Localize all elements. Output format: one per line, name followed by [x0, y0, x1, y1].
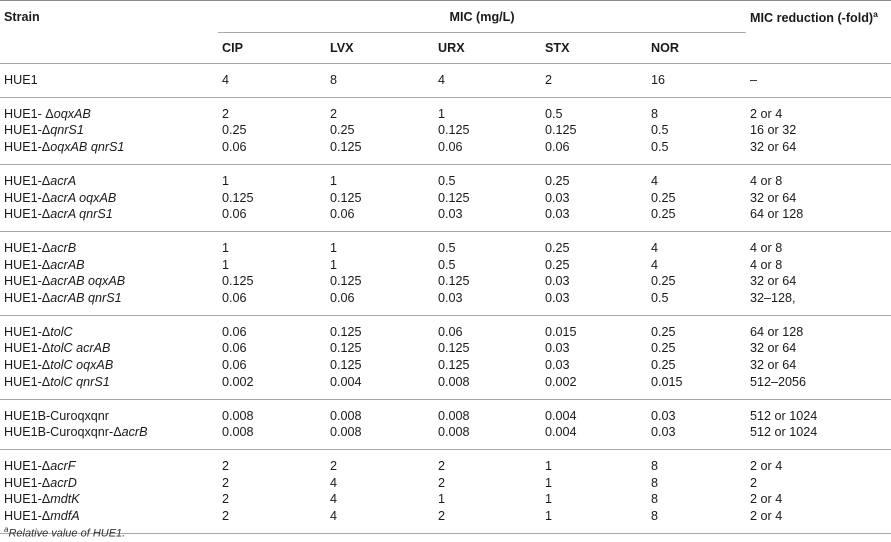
table-row: [0, 475, 891, 492]
mic-cell-lvx: 0.125: [330, 140, 362, 155]
mic-cell-lvx: 0.06: [330, 207, 355, 222]
reduction-cell: 32 or 64: [750, 190, 797, 205]
mic-cell-cip: 0.06: [222, 207, 247, 222]
table-row: [0, 374, 891, 391]
mic-cell-stx: 0.25: [545, 173, 570, 188]
reduction-cell: 64 or 128: [750, 207, 804, 222]
table-row: [0, 139, 891, 156]
strain-header: Strain: [4, 9, 40, 24]
mic-cell-urx: 0.125: [438, 190, 470, 205]
mic-cell-nor: 8: [651, 492, 659, 507]
table-row: [0, 257, 891, 274]
table-row: [0, 273, 891, 290]
mic-cell-urx: 0.008: [438, 425, 470, 440]
table-row: [0, 408, 891, 425]
mic-cell-urx: 0.5: [438, 257, 456, 272]
strain-cell: HUE1-ΔmdfA: [4, 509, 80, 524]
strain-cell: HUE1-ΔacrAB qnrS1: [4, 291, 122, 306]
strain-cell: HUE1-ΔacrA qnrS1: [4, 207, 113, 222]
mic-cell-cip: 0.008: [222, 425, 254, 440]
strain-cell: HUE1- ΔoqxAB: [4, 106, 91, 121]
reduction-cell: 32 or 64: [750, 140, 797, 155]
group-divider: [0, 533, 891, 534]
reduction-cell: 2 or 4: [750, 509, 783, 524]
mic-cell-urx: 0.125: [438, 123, 470, 138]
mic-cell-urx: 0.03: [438, 207, 463, 222]
mic-cell-urx: 4: [438, 73, 446, 87]
mic-cell-stx: 0.015: [545, 324, 577, 339]
reduction-cell: 4 or 8: [750, 173, 783, 188]
mic-cell-lvx: 0.008: [330, 408, 362, 423]
table-row: [0, 491, 891, 508]
strain-cell: HUE1-ΔacrA: [4, 173, 77, 188]
mic-cell-cip: 0.06: [222, 341, 247, 356]
reduction-cell: 512 or 1024: [750, 408, 818, 423]
mic-cell-lvx: 4: [330, 475, 338, 490]
strain-cell: HUE1-ΔacrF: [4, 458, 76, 473]
mic-cell-cip: 0.06: [222, 358, 247, 373]
table-row: [0, 173, 891, 190]
reduction-cell: 32 or 64: [750, 341, 797, 356]
mic-cell-nor: 8: [651, 458, 659, 473]
mic-cell-stx: 0.002: [545, 374, 577, 389]
strain-cell: HUE1-ΔacrB: [4, 240, 77, 255]
mic-cell-urx: 0.125: [438, 274, 470, 289]
mic-cell-cip: 0.008: [222, 408, 254, 423]
mic-cell-nor: 16: [651, 73, 666, 87]
strain-cell: HUE1-ΔqnrS1: [4, 123, 84, 138]
drug-header-lvx: LVX: [330, 41, 354, 55]
table-row: [0, 72, 891, 89]
mic-cell-lvx: 0.125: [330, 358, 362, 373]
reduction-cell: 2: [750, 475, 758, 490]
table-body: [0, 64, 891, 534]
mic-cell-stx: 0.03: [545, 341, 570, 356]
reduction-cell: 32–128,: [750, 291, 796, 306]
strain-cell: HUE1-ΔtolC acrAB: [4, 341, 111, 356]
mic-cell-cip: 2: [222, 475, 230, 490]
drug-header-row: [0, 33, 891, 64]
table-row: [0, 106, 891, 123]
mic-cell-cip: 2: [222, 106, 230, 121]
mic-cell-nor: 4: [651, 173, 659, 188]
mic-cell-lvx: 4: [330, 509, 338, 524]
reduction-header: MIC reduction (-fold)$^a$: [750, 8, 878, 25]
mic-cell-stx: 0.004: [545, 408, 577, 423]
mic-cell-stx: 1: [545, 458, 553, 473]
strain-cell: HUE1-ΔmdtK: [4, 492, 80, 507]
table-header: [0, 1, 891, 64]
mic-cell-lvx: 1: [330, 257, 338, 272]
strain-cell: HUE1-ΔacrD: [4, 475, 77, 490]
drug-header-cip: CIP: [222, 41, 243, 55]
table-row: [0, 340, 891, 357]
table-footnote: $^a$Relative value of HUE1.: [4, 525, 126, 540]
mic-cell-nor: 0.03: [651, 408, 676, 423]
drug-header-urx: URX: [438, 41, 465, 55]
table-row: [0, 240, 891, 257]
strain-cell: HUE1-ΔtolC oqxAB: [4, 358, 114, 373]
mic-cell-lvx: 2: [330, 458, 338, 473]
mic-cell-stx: 1: [545, 492, 553, 507]
mic-cell-urx: 0.125: [438, 358, 470, 373]
mic-cell-nor: 0.015: [651, 374, 683, 389]
drug-header-nor: NOR: [651, 41, 679, 55]
mic-cell-urx: 0.06: [438, 324, 463, 339]
mic-cell-stx: 0.25: [545, 257, 570, 272]
mic-cell-nor: 0.03: [651, 425, 676, 440]
reduction-cell: 2 or 4: [750, 106, 783, 121]
reduction-cell: 2 or 4: [750, 492, 783, 507]
mic-cell-cip: 0.125: [222, 274, 254, 289]
mic-cell-cip: 0.002: [222, 374, 254, 389]
mic-cell-cip: 0.25: [222, 123, 247, 138]
mic-cell-urx: 2: [438, 475, 446, 490]
mic-cell-nor: 8: [651, 106, 659, 121]
reduction-cell: 512 or 1024: [750, 425, 818, 440]
table-row: [0, 458, 891, 475]
mic-header: MIC (mg/L): [218, 1, 746, 33]
mic-cell-stx: 0.03: [545, 207, 570, 222]
mic-cell-stx: 2: [545, 73, 553, 87]
mic-cell-stx: 0.004: [545, 425, 577, 440]
mic-cell-stx: 1: [545, 475, 553, 490]
mic-cell-cip: 1: [222, 173, 230, 188]
mic-cell-nor: 8: [651, 475, 659, 490]
mic-cell-stx: 0.06: [545, 140, 570, 155]
reduction-cell: –: [750, 73, 758, 87]
reduction-cell: 32 or 64: [750, 358, 797, 373]
mic-cell-lvx: 1: [330, 173, 338, 188]
mic-cell-stx: 0.03: [545, 358, 570, 373]
mic-cell-urx: 1: [438, 492, 446, 507]
strain-cell: HUE1B-Curoqxqnr-ΔacrB: [4, 425, 148, 440]
mic-cell-lvx: 1: [330, 240, 338, 255]
mic-cell-cip: 0.06: [222, 140, 247, 155]
mic-cell-urx: 0.125: [438, 341, 470, 356]
mic-cell-urx: 2: [438, 458, 446, 473]
mic-cell-lvx: 0.004: [330, 374, 362, 389]
mic-cell-urx: 0.008: [438, 408, 470, 423]
table-row: [0, 122, 891, 139]
table-row: [0, 190, 891, 207]
mic-cell-nor: 0.25: [651, 190, 676, 205]
mic-cell-stx: 0.03: [545, 190, 570, 205]
table-row: [0, 290, 891, 307]
mic-cell-urx: 0.5: [438, 173, 456, 188]
strain-cell: HUE1-ΔacrAB: [4, 257, 85, 272]
mic-cell-urx: 0.06: [438, 140, 463, 155]
strain-cell: HUE1: [4, 73, 38, 87]
table-row: [0, 324, 891, 341]
mic-cell-cip: 0.06: [222, 291, 247, 306]
mic-cell-nor: 0.5: [651, 291, 669, 306]
mic-cell-stx: 0.25: [545, 240, 570, 255]
mic-cell-stx: 0.5: [545, 106, 563, 121]
reduction-header-spacer: [746, 33, 891, 64]
reduction-cell: 512–2056: [750, 374, 807, 389]
mic-cell-nor: 8: [651, 509, 659, 524]
mic-cell-cip: 0.125: [222, 190, 254, 205]
mic-cell-stx: 0.03: [545, 291, 570, 306]
reduction-cell: 4 or 8: [750, 257, 783, 272]
reduction-cell: 2 or 4: [750, 458, 783, 473]
strain-cell: HUE1-ΔoqxAB qnrS1: [4, 140, 125, 155]
mic-cell-urx: 0.008: [438, 374, 470, 389]
table-row: [0, 424, 891, 441]
mic-cell-stx: 0.125: [545, 123, 577, 138]
mic-cell-urx: 1: [438, 106, 446, 121]
strain-cell: HUE1-ΔtolC: [4, 324, 73, 339]
strain-cell: HUE1-ΔacrAB oqxAB: [4, 274, 126, 289]
mic-cell-urx: 0.5: [438, 240, 456, 255]
mic-cell-lvx: 0.125: [330, 341, 362, 356]
strain-cell: HUE1-ΔtolC qnrS1: [4, 374, 110, 389]
mic-cell-lvx: 0.06: [330, 291, 355, 306]
strain-cell: HUE1B-Curoqxqnr: [4, 408, 109, 423]
mic-cell-cip: 1: [222, 240, 230, 255]
mic-cell-lvx: 0.125: [330, 190, 362, 205]
drug-header-stx: STX: [545, 41, 570, 55]
mic-cell-nor: 0.5: [651, 123, 669, 138]
strain-cell: HUE1-ΔacrA oqxAB: [4, 190, 117, 205]
mic-cell-cip: 0.06: [222, 324, 247, 339]
strain-header-spacer: [0, 33, 218, 64]
mic-cell-nor: 0.5: [651, 140, 669, 155]
mic-cell-stx: 0.03: [545, 274, 570, 289]
mic-cell-nor: 0.25: [651, 274, 676, 289]
table-row: [0, 508, 891, 525]
mic-cell-nor: 4: [651, 257, 659, 272]
mic-cell-stx: 1: [545, 509, 553, 524]
mic-cell-lvx: 0.25: [330, 123, 355, 138]
mic-cell-lvx: 0.125: [330, 274, 362, 289]
reduction-cell: 32 or 64: [750, 274, 797, 289]
mic-cell-lvx: 4: [330, 492, 338, 507]
mic-cell-cip: 1: [222, 257, 230, 272]
reduction-cell: 4 or 8: [750, 240, 783, 255]
mic-cell-cip: 4: [222, 73, 230, 87]
table-row: [0, 357, 891, 374]
mic-cell-nor: 0.25: [651, 341, 676, 356]
table-row: [0, 206, 891, 223]
mic-cell-urx: 2: [438, 509, 446, 524]
mic-cell-lvx: 8: [330, 73, 338, 87]
mic-cell-lvx: 0.008: [330, 425, 362, 440]
mic-cell-nor: 0.25: [651, 358, 676, 373]
mic-cell-urx: 0.03: [438, 291, 463, 306]
reduction-cell: 16 or 32: [750, 123, 797, 138]
mic-cell-lvx: 0.125: [330, 324, 362, 339]
mic-cell-lvx: 2: [330, 106, 338, 121]
mic-cell-cip: 2: [222, 458, 230, 473]
reduction-cell: 64 or 128: [750, 324, 804, 339]
mic-cell-nor: 0.25: [651, 324, 676, 339]
mic-cell-nor: 0.25: [651, 207, 676, 222]
mic-cell-nor: 4: [651, 240, 659, 255]
mic-cell-cip: 2: [222, 509, 230, 524]
mic-cell-cip: 2: [222, 492, 230, 507]
